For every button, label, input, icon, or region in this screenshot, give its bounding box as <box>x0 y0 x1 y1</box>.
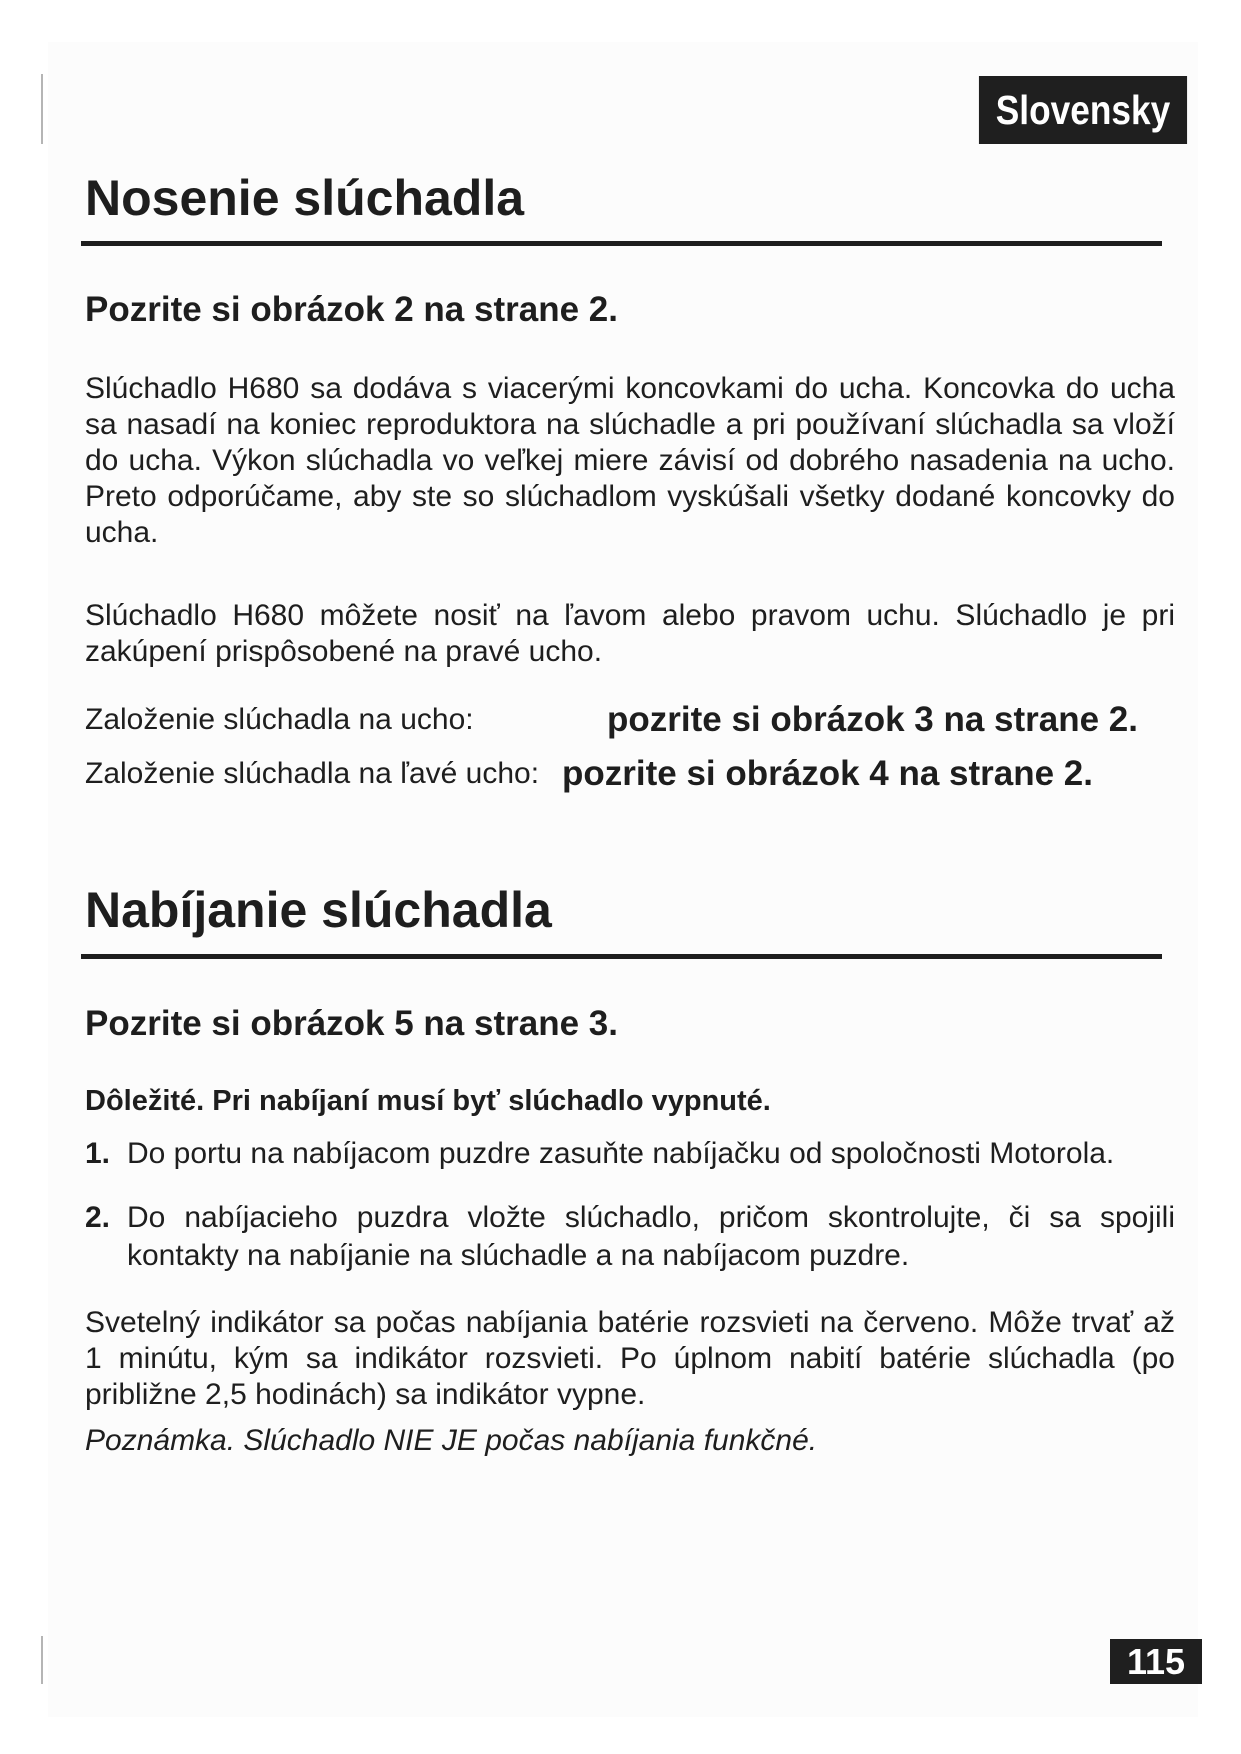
step-number: 2. <box>85 1201 111 1234</box>
wearing-paragraph-1: Slúchadlo H680 sa dodáva s viacerými koncovkami do ucha. Koncovka do ucha sa nasadí na koniec reproduktora na slúchadle a pri používaní slúchadla sa vloží do ucha. Výkon slúchadla vo veľkej miere závisí od dobrého nasadenia na ucho. Preto odporúčame, aby ste so slúchadlom vyskúšali všetky dodané koncovky do ucha. <box>85 372 1175 549</box>
wearing-paragraph-2: Slúchadlo H680 môžete nosiť na ľavom alebo pravom uchu. Slúchadlo je pri zakúpení prispôsobené na pravé ucho. <box>85 599 1175 668</box>
section-divider <box>81 241 1162 246</box>
reference-link: pozrite si obrázok 4 na strane 2. <box>562 754 1093 793</box>
step-item <box>85 1199 1175 1275</box>
reference-label: Založenie slúchadla na ucho: <box>85 703 474 736</box>
section-divider <box>81 954 1162 959</box>
page-number: 115 <box>1110 1639 1202 1684</box>
crop-mark-bottom <box>41 1636 43 1684</box>
figure-reference-heading: Pozrite si obrázok 5 na strane 3. <box>85 1004 618 1043</box>
crop-mark-top <box>41 74 43 144</box>
reference-label: Založenie slúchadla na ľavé ucho: <box>85 757 540 790</box>
section-title-charging: Nabíjanie slúchadla <box>85 882 552 938</box>
step-item <box>85 1135 1175 1173</box>
reference-row <box>85 754 1093 794</box>
reference-row <box>85 700 1138 740</box>
step-number: 1. <box>85 1137 111 1170</box>
charging-note: Poznámka. Slúchadlo NIE JE počas nabíjania funkčné. <box>85 1424 818 1457</box>
step-text: Do nabíjacieho puzdra vložte slúchadlo, pričom skontrolujte, či sa spojili kontakty na nabíjanie na slúchadle a na nabíjacom puzdre. <box>127 1201 1175 1272</box>
figure-reference-heading: Pozrite si obrázok 2 na strane 2. <box>85 290 618 329</box>
language-tab: Slovensky <box>979 76 1187 144</box>
important-notice: Dôležité. Pri nabíjaní musí byť slúchadlo vypnuté. <box>85 1085 771 1117</box>
step-text: Do portu na nabíjacom puzdre zasuňte nabíjačku od spoločnosti Motorola. <box>127 1137 1115 1170</box>
section-title-wearing: Nosenie slúchadla <box>85 170 525 226</box>
charging-paragraph: Svetelný indikátor sa počas nabíjania batérie rozsvieti na červeno. Môže trvať až 1 minútu, kým sa indikátor rozsvieti. Po úplnom nabití batérie slúchadla (po približne 2,5 hodinách) sa indikátor vypne. <box>85 1306 1175 1411</box>
reference-link: pozrite si obrázok 3 na strane 2. <box>607 700 1138 739</box>
